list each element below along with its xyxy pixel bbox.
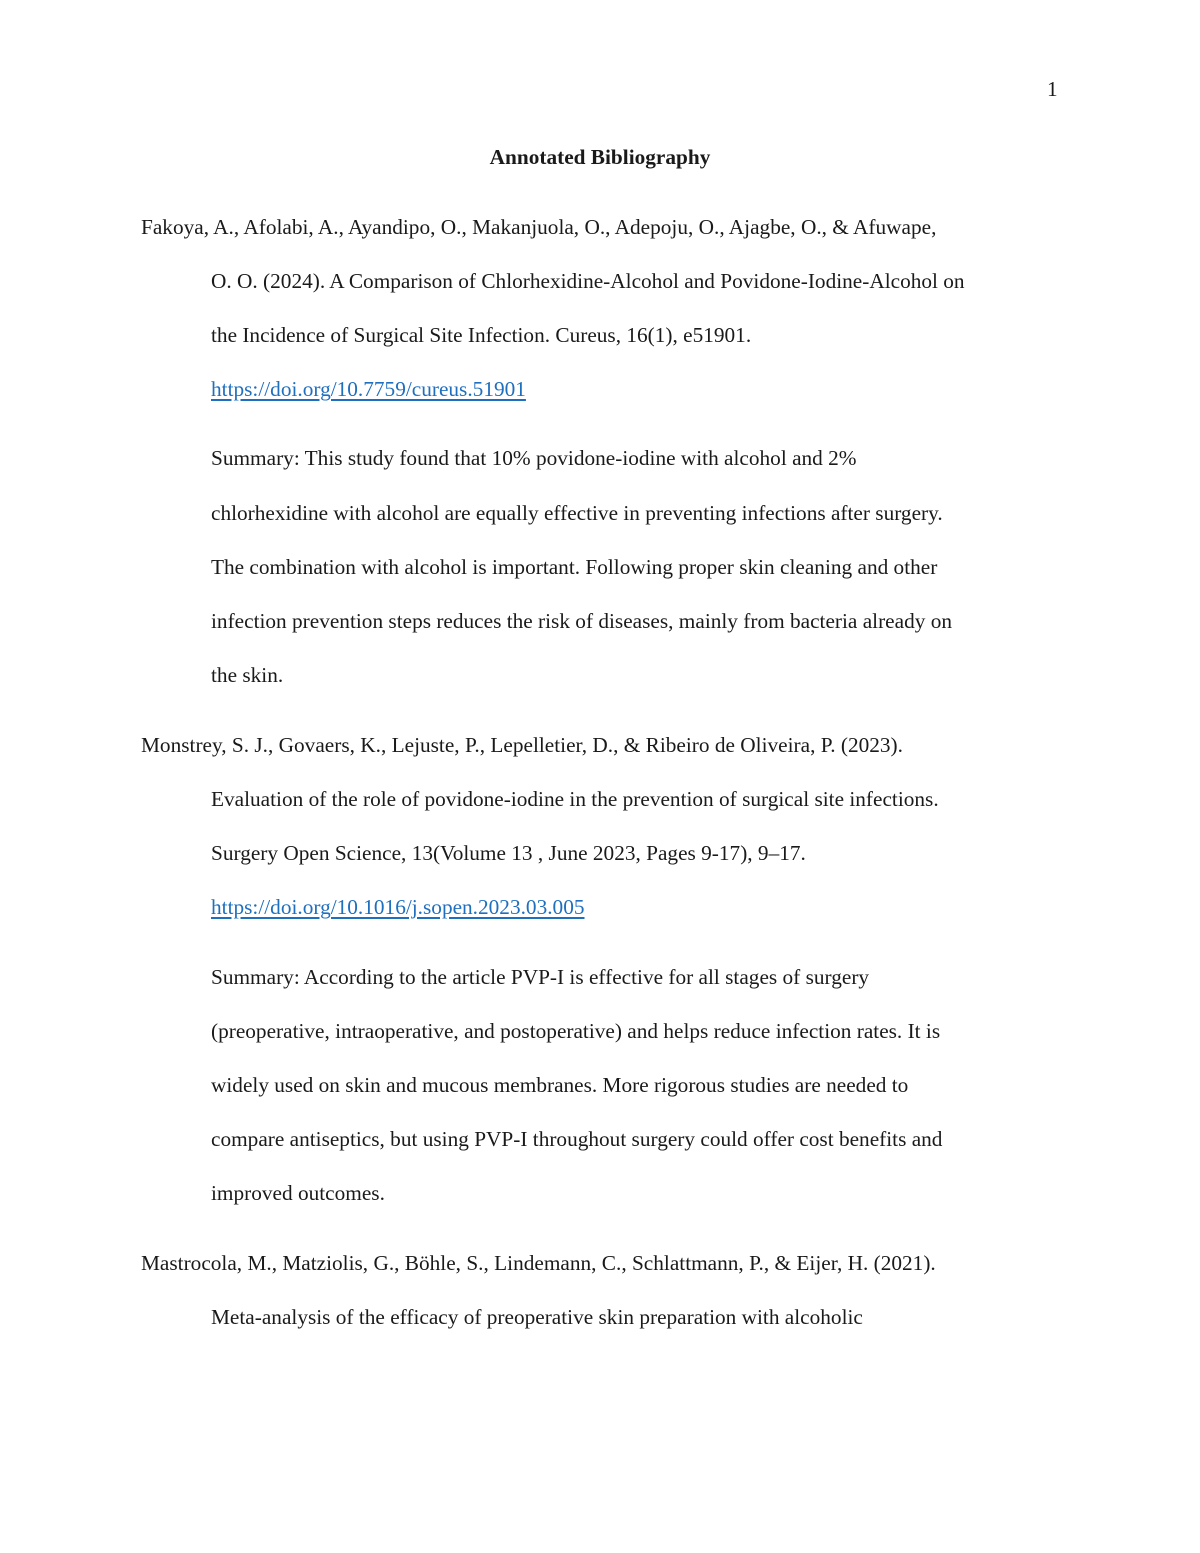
citation-line: Evaluation of the role of povidone-iodine in the prevention of surgical site infections. bbox=[211, 787, 939, 811]
summary-line: infection prevention steps reduces the risk of diseases, mainly from bacteria already on bbox=[211, 609, 952, 633]
citation-line: Surgery Open Science, 13(Volume 13 , June 2023, Pages 9-17), 9–17. bbox=[211, 841, 806, 865]
page-number: 1 bbox=[1047, 77, 1058, 101]
summary-line: improved outcomes. bbox=[211, 1181, 385, 1205]
citation-line: Monstrey, S. J., Govaers, K., Lejuste, P., Lepelletier, D., & Ribeiro de Oliveira, P. (2023). bbox=[141, 733, 903, 757]
summary-line: Summary: According to the article PVP-I is effective for all stages of surgery bbox=[211, 965, 870, 989]
doi-link[interactable]: https://doi.org/10.1016/j.sopen.2023.03.005 bbox=[211, 895, 585, 919]
doi-link[interactable]: https://doi.org/10.7759/cureus.51901 bbox=[211, 377, 526, 401]
summary-line: Summary: This study found that 10% povidone-iodine with alcohol and 2% bbox=[211, 446, 857, 470]
citation-line: O. O. (2024). A Comparison of Chlorhexidine-Alcohol and Povidone-Iodine-Alcohol on bbox=[211, 269, 965, 293]
summary-line: (preoperative, intraoperative, and postoperative) and helps reduce infection rates. It is bbox=[211, 1019, 941, 1043]
page-title: Annotated Bibliography bbox=[489, 145, 711, 169]
citation-line: Mastrocola, M., Matziolis, G., Böhle, S., Lindemann, C., Schlattmann, P., & Eijer, H. (2021). bbox=[141, 1251, 936, 1275]
citation-line: Meta-analysis of the efficacy of preoperative skin preparation with alcoholic bbox=[211, 1305, 863, 1329]
summary-line: widely used on skin and mucous membranes. More rigorous studies are needed to bbox=[211, 1073, 909, 1097]
citation-line: the Incidence of Surgical Site Infection. Cureus, 16(1), e51901. bbox=[211, 323, 752, 347]
summary-line: compare antiseptics, but using PVP-I throughout surgery could offer cost benefits and bbox=[211, 1127, 943, 1151]
citation-line: Fakoya, A., Afolabi, A., Ayandipo, O., Makanjuola, O., Adepoju, O., Ajagbe, O., & Afuwape, bbox=[141, 215, 937, 239]
summary-line: chlorhexidine with alcohol are equally effective in preventing infections after surgery. bbox=[211, 501, 943, 525]
summary-line: The combination with alcohol is important. Following proper skin cleaning and other bbox=[211, 555, 938, 579]
summary-line: the skin. bbox=[211, 663, 284, 687]
